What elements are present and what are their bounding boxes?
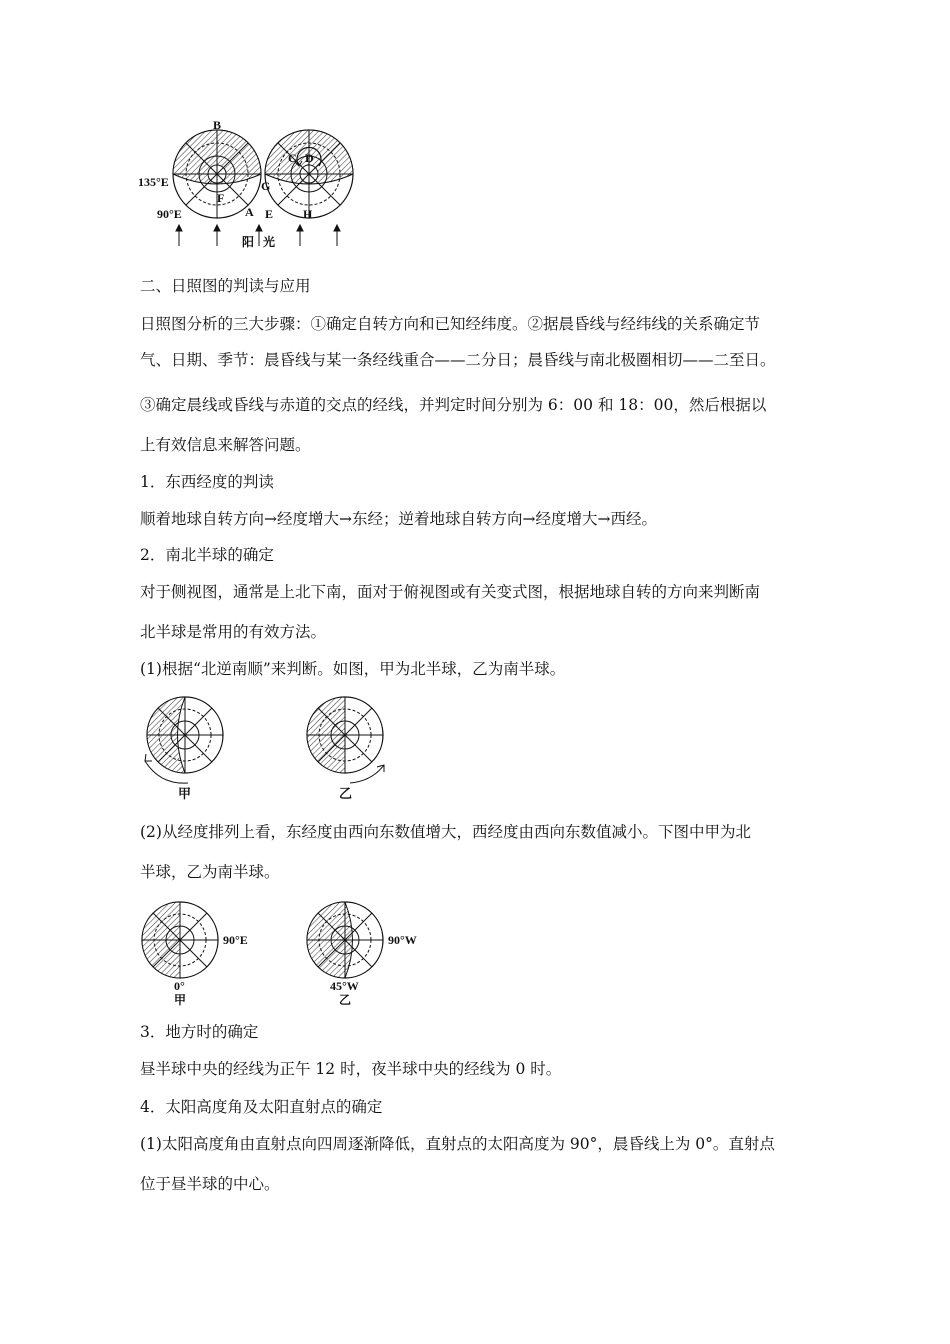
label-90e-jia: 90°E (223, 933, 248, 947)
intro-line-1: 日照图分析的三大步骤：①确定自转方向和已知经纬度。②据晨昏线与经纬线的关系确定节 (140, 315, 761, 333)
sunlight-label-2: 光 (263, 235, 276, 249)
para-2-line-2: 北半球是常用的有效方法。 (140, 623, 327, 641)
label-jia-3: 甲 (174, 993, 187, 1007)
label-A: A (245, 205, 254, 219)
label-E: E (265, 207, 274, 221)
label-135e: 135°E (138, 175, 169, 189)
intro-line-3: ③确定晨线或昏线与赤道的交点的经线，并判定时间分别为 6：00 和 18：00，然后根据以 (140, 396, 767, 414)
heading-4: 4．太阳高度角及太阳直射点的确定 (140, 1098, 383, 1116)
label-yi: 乙 (339, 786, 353, 801)
heading-2: 2．南北半球的确定 (140, 546, 274, 564)
label-0-jia: 0° (174, 979, 185, 993)
sunlight-arrows (176, 225, 340, 246)
label-90e: 90°E (157, 207, 182, 221)
right-globe (265, 130, 353, 218)
globe-yi-rotation (307, 697, 384, 783)
label-90w-yi: 90°W (388, 933, 417, 947)
section-title: 二、日照图的判读与应用 (140, 277, 311, 295)
para-2-line-1: 对于侧视图，通常是上北下南，面对于俯视图或有关变式图，根据地球自转的方向来判断南 (140, 583, 761, 601)
label-B: B (213, 118, 222, 132)
label-H: H (303, 207, 313, 221)
globe-jia-rotation (145, 697, 223, 783)
heading-3: 3．地方时的确定 (140, 1023, 259, 1041)
sunlight-label-1: 阳 (242, 235, 255, 249)
para-2-1: (1)根据“北逆南顺”来判断。如图，甲为北半球，乙为南半球。 (140, 660, 566, 678)
heading-1: 1．东西经度的判读 (140, 473, 274, 491)
intro-line-2: 气、日期、季节：晨昏线与某一条经线重合——二分日；晨昏线与南北极圈相切——二至日。 (140, 351, 776, 369)
label-C: C (288, 151, 297, 165)
intro-line-4: 上有效信息来解答问题。 (140, 436, 311, 454)
illumination-figure-2 (140, 695, 420, 805)
para-4-line-1: (1)太阳高度角由直射点向四周逐渐降低，直射点的太阳高度为 90°，晨昏线上为 0°。直射点 (140, 1135, 775, 1153)
para-1: 顺着地球自转方向→经度增大→东经；逆着地球自转方向→经度增大→西经。 (140, 510, 657, 528)
globe-jia-longitude (142, 902, 218, 978)
label-D: D (305, 151, 314, 165)
globe-yi-longitude (307, 902, 383, 978)
para-2-2-line-2: 半球，乙为南半球。 (140, 863, 280, 881)
label-F: F (217, 191, 225, 205)
label-45w-yi: 45°W (330, 979, 359, 993)
label-jia: 甲 (178, 786, 192, 801)
illumination-figure-3 (140, 898, 440, 1018)
label-G: G (261, 179, 271, 193)
para-4-line-2: 位于昼半球的中心。 (140, 1175, 280, 1193)
para-3: 昼半球中央的经线为正午 12 时，夜半球中央的经线为 0 时。 (140, 1060, 562, 1078)
para-2-2-line-1: (2)从经度排列上看，东经度由西向东数值增大，西经度由西向东数值减小。下图中甲为北 (140, 823, 751, 841)
illumination-figure-1 (135, 118, 365, 252)
label-yi-3: 乙 (339, 993, 352, 1007)
